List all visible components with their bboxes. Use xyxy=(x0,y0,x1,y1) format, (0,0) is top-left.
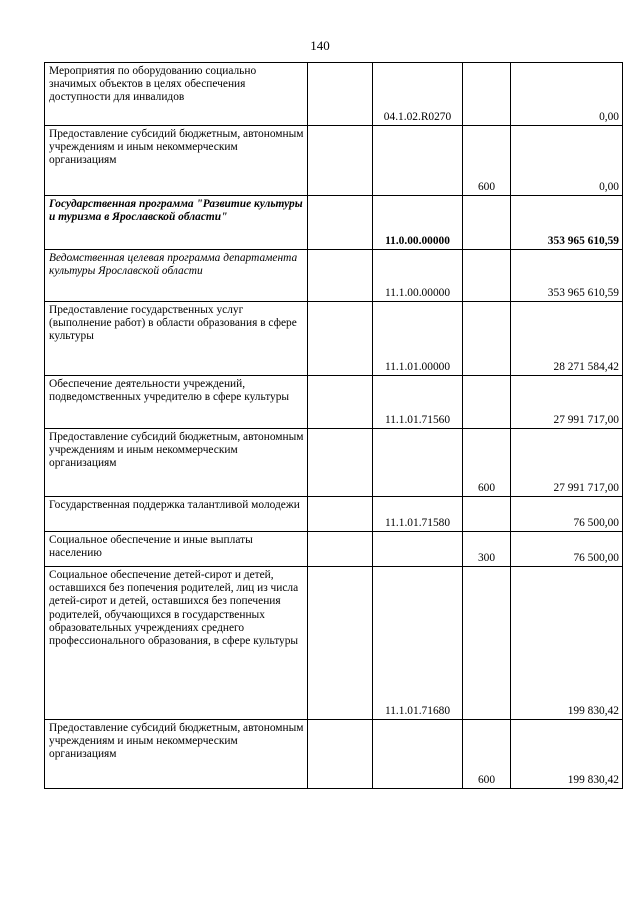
row-code: 11.1.01.71560 xyxy=(373,376,463,429)
row-name: Мероприятия по оборудованию социально значимых объектов в целях обеспечения доступности для инвалидов xyxy=(45,63,308,126)
empty-cell xyxy=(308,196,373,250)
table-row xyxy=(45,250,623,302)
row-sub xyxy=(463,302,511,376)
empty-cell xyxy=(308,532,373,567)
row-sub xyxy=(463,497,511,532)
row-name: Социальное обеспечение детей-сирот и детей, оставшихся без попечения родителей, лиц из числа детей-сирот и детей, оставшихся без попечения родителей, обучающихся в государственных образовательных учреждениях среднего профессионального образования, в сфере культуры xyxy=(45,567,308,720)
row-name: Государственная программа "Развитие культуры и туризма в Ярославской области" xyxy=(45,196,308,250)
row-sub xyxy=(463,250,511,302)
row-sub xyxy=(463,376,511,429)
row-sub: 600 xyxy=(463,126,511,196)
table-row xyxy=(45,376,623,429)
row-name: Ведомственная целевая программа департамента культуры Ярославской области xyxy=(45,250,308,302)
empty-cell xyxy=(308,497,373,532)
row-code xyxy=(373,720,463,789)
row-name: Предоставление субсидий бюджетным, автономным учреждениям и иным некоммерческим организациям xyxy=(45,720,308,789)
row-sub xyxy=(463,63,511,126)
row-sub: 600 xyxy=(463,429,511,497)
row-amount: 76 500,00 xyxy=(511,497,623,532)
row-sub xyxy=(463,196,511,250)
row-amount: 0,00 xyxy=(511,126,623,196)
row-name: Предоставление субсидий бюджетным, автономным учреждениям и иным некоммерческим организациям xyxy=(45,126,308,196)
row-code xyxy=(373,532,463,567)
row-code: 04.1.02.R0270 xyxy=(373,63,463,126)
row-code: 11.1.01.71680 xyxy=(373,567,463,720)
empty-cell xyxy=(308,302,373,376)
table-row xyxy=(45,196,623,250)
table-row xyxy=(45,532,623,567)
table-row xyxy=(45,720,623,789)
row-code: 11.1.01.00000 xyxy=(373,302,463,376)
row-sub xyxy=(463,567,511,720)
row-amount: 28 271 584,42 xyxy=(511,302,623,376)
empty-cell xyxy=(308,429,373,497)
row-code: 11.1.01.71580 xyxy=(373,497,463,532)
empty-cell xyxy=(308,126,373,196)
row-amount: 353 965 610,59 xyxy=(511,250,623,302)
table-row xyxy=(45,126,623,196)
row-name: Социальное обеспечение и иные выплаты населению xyxy=(45,532,308,567)
empty-cell xyxy=(308,63,373,126)
empty-cell xyxy=(308,376,373,429)
row-name: Предоставление государственных услуг (выполнение работ) в области образования в сфере культуры xyxy=(45,302,308,376)
row-name: Обеспечение деятельности учреждений, подведомственных учредителю в сфере культуры xyxy=(45,376,308,429)
empty-cell xyxy=(308,250,373,302)
empty-cell xyxy=(308,720,373,789)
row-sub: 300 xyxy=(463,532,511,567)
row-amount: 76 500,00 xyxy=(511,532,623,567)
page-number: 140 xyxy=(310,38,330,53)
row-code: 11.0.00.00000 xyxy=(373,196,463,250)
table-row xyxy=(45,429,623,497)
row-amount: 199 830,42 xyxy=(511,567,623,720)
table-row xyxy=(45,567,623,720)
row-amount: 353 965 610,59 xyxy=(511,196,623,250)
row-code xyxy=(373,126,463,196)
row-code: 11.1.00.00000 xyxy=(373,250,463,302)
row-name: Предоставление субсидий бюджетным, автономным учреждениям и иным некоммерческим организациям xyxy=(45,429,308,497)
row-name: Государственная поддержка талантливой молодежи xyxy=(45,497,308,532)
row-amount: 199 830,42 xyxy=(511,720,623,789)
row-amount: 27 991 717,00 xyxy=(511,429,623,497)
row-amount: 27 991 717,00 xyxy=(511,376,623,429)
table-row xyxy=(45,302,623,376)
row-code xyxy=(373,429,463,497)
budget-table xyxy=(44,62,623,789)
row-sub: 600 xyxy=(463,720,511,789)
empty-cell xyxy=(308,567,373,720)
row-amount: 0,00 xyxy=(511,63,623,126)
table-row xyxy=(45,63,623,126)
table-row xyxy=(45,497,623,532)
